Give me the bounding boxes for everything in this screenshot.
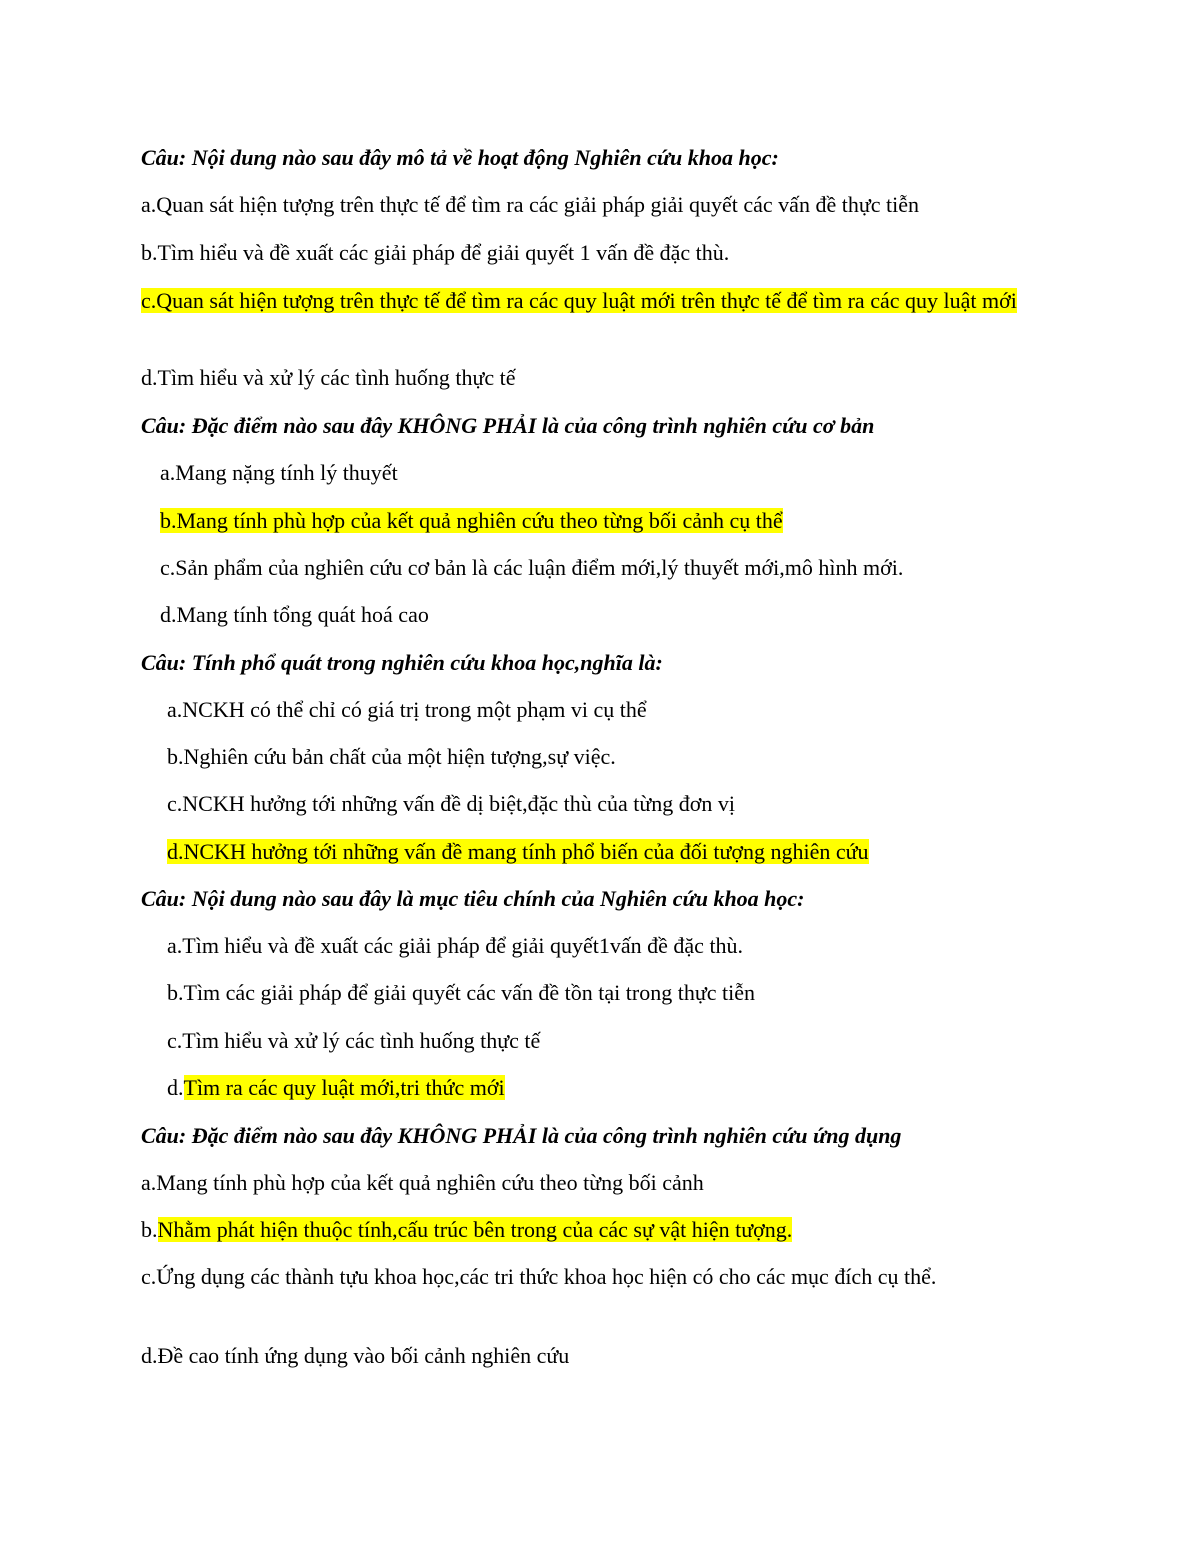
question-5-option-a: a.Mang tính phù hợp của kết quả nghiên cứu theo từng bối cảnh (141, 1170, 704, 1195)
question-1-option-a: a.Quan sát hiện tượng trên thực tế để tìm ra các giải pháp giải quyết các vấn đề thực tiễn (141, 192, 920, 217)
question-5-prompt: Câu: Đặc điểm nào sau đây KHÔNG PHẢI là của công trình nghiên cứu ứng dụng (141, 1123, 902, 1148)
highlight: NCKH hưởng tới những vấn đề mang tính phổ biến của đối tượng nghiên cứu (183, 839, 869, 864)
question-4-option-c: c.Tìm hiểu và xử lý các tình huống thực tế (167, 1028, 541, 1053)
highlight: Tìm ra các quy luật mới,tri thức mới (183, 1075, 505, 1100)
question-2-prompt: Câu: Đặc điểm nào sau đây KHÔNG PHẢI là của công trình nghiên cứu cơ bản (141, 413, 875, 438)
highlight: b. (160, 508, 177, 533)
highlight: c. (141, 288, 157, 313)
question-2-option-b (160, 505, 1080, 536)
question-4-prompt: Câu: Nội dung nào sau đây là mục tiêu chính của Nghiên cứu khoa học: (141, 886, 805, 911)
question-3-prompt: Câu: Tính phổ quát trong nghiên cứu khoa học,nghĩa là: (141, 650, 663, 675)
question-5-option-b: b.Nhằm phát hiện thuộc tính,cấu trúc bên trong của các sự vật hiện tượng. (141, 1217, 793, 1242)
question-3-option-c: c.NCKH hưởng tới những vấn đề dị biệt,đặc thù của từng đơn vị (167, 791, 736, 816)
highlight: d. (167, 839, 184, 864)
question-4-option-d: d.Tìm ra các quy luật mới,tri thức mới (167, 1075, 505, 1100)
question-4-option-a: a.Tìm hiểu và đề xuất các giải pháp để giải quyết1vấn đề đặc thù. (167, 933, 744, 958)
question-3-option-b: b.Nghiên cứu bản chất của một hiện tượng,sự việc. (167, 744, 616, 769)
question-1-prompt: Câu: Nội dung nào sau đây mô tả về hoạt động Nghiên cứu khoa học: (141, 145, 779, 170)
highlight: Quan sát hiện tượng trên thực tế để tìm ra các quy luật mới trên thực tế để tìm ra các quy luật mới (156, 288, 1017, 313)
question-2-option-c: c.Sản phẩm của nghiên cứu cơ bản là các luận điểm mới,lý thuyết mới,mô hình mới. (160, 555, 904, 580)
question-2-option-a: a.Mang nặng tính lý thuyết (160, 460, 398, 485)
question-3-option-d (167, 836, 1087, 867)
question-3-option-a: a.NCKH có thể chỉ có giá trị trong một phạm vi cụ thể (167, 697, 647, 722)
highlight: Nhằm phát hiện thuộc tính,cấu trúc bên trong của các sự vật hiện tượng. (157, 1217, 793, 1242)
highlight: Mang tính phù hợp của kết quả nghiên cứu theo từng bối cảnh cụ thể (176, 508, 783, 533)
question-1-option-c (141, 285, 1061, 316)
question-4-option-b: b.Tìm các giải pháp để giải quyết các vấn đề tồn tại trong thực tiễn (167, 980, 755, 1005)
question-2-option-d: d.Mang tính tổng quát hoá cao (160, 602, 429, 627)
question-1-option-b: b.Tìm hiểu và đề xuất các giải pháp để giải quyết 1 vấn đề đặc thù. (141, 240, 730, 265)
question-5-option-c: c.Ứng dụng các thành tựu khoa học,các tri thức khoa học hiện có cho các mục đích cụ thể. (141, 1264, 937, 1289)
question-5-option-d: d.Đề cao tính ứng dụng vào bối cảnh nghiên cứu (141, 1343, 570, 1368)
question-1-option-d: d.Tìm hiểu và xử lý các tình huống thực tế (141, 365, 516, 390)
